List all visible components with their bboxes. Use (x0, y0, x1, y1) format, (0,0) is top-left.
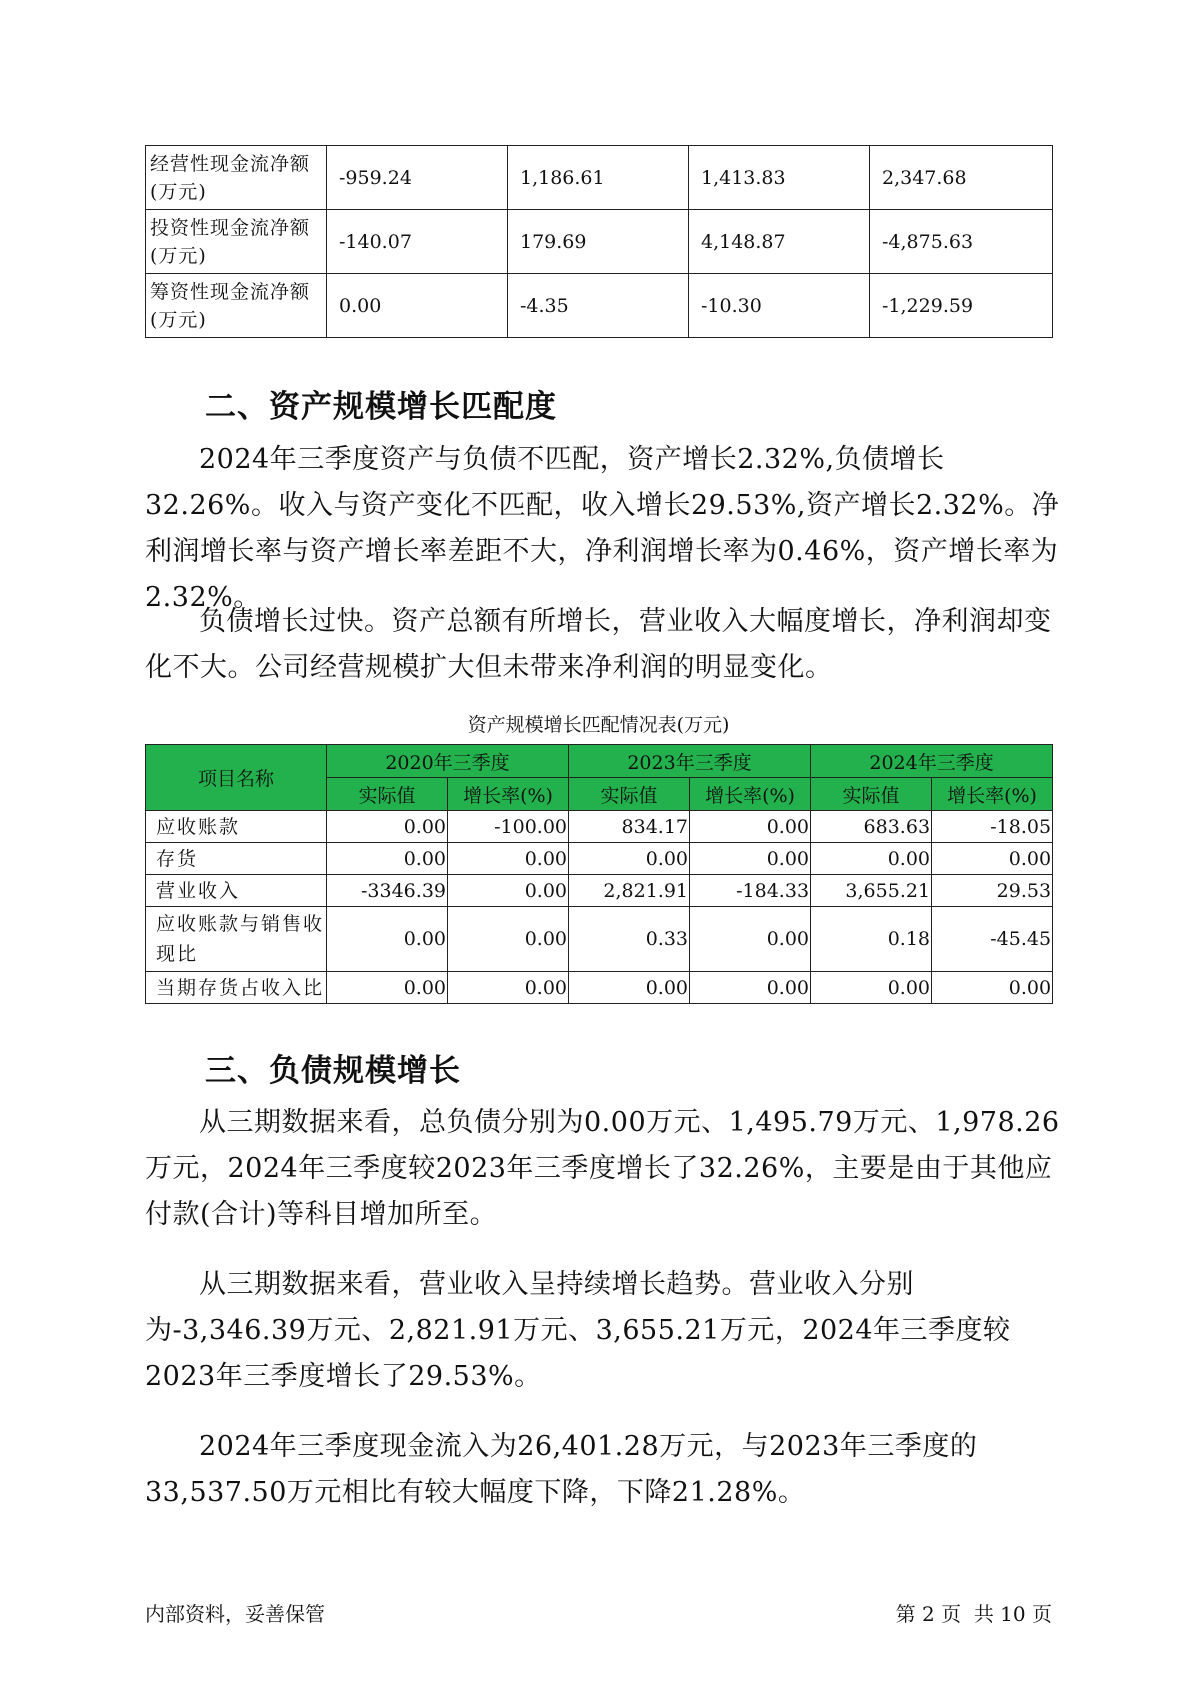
paragraph: 从三期数据来看，营业收入呈持续增长趋势。营业收入分别为-3,346.39万元、2,821.91万元、3,655.21万元，2024年三季度较2023年三季度增长了29.53%。 (145, 1269, 1011, 1392)
row-label: 经营性现金流净额(万元) (146, 146, 327, 210)
table-cell: -3346.39 (327, 875, 448, 907)
table-cell: 3,655.21 (811, 875, 932, 907)
table-cell: 0.00 (327, 274, 508, 338)
table-cell: 2,347.68 (870, 146, 1053, 210)
row-label: 当期存货占收入比 (146, 972, 327, 1004)
table-row (146, 843, 1053, 875)
table-row (146, 210, 1053, 274)
column-header: 实际值 (811, 778, 932, 811)
table-cell: -184.33 (690, 875, 811, 907)
table-cell: 0.00 (327, 907, 448, 972)
column-header: 增长率(%) (448, 778, 569, 811)
table-cell: -45.45 (932, 907, 1053, 972)
cashflow-table (145, 145, 1053, 338)
table-row (146, 972, 1053, 1004)
column-header: 增长率(%) (932, 778, 1053, 811)
column-header: 项目名称 (146, 745, 327, 811)
section-heading: 二、资产规模增长匹配度 (205, 389, 557, 425)
column-header: 2020年三季度 (327, 745, 569, 778)
table-cell: 0.00 (327, 972, 448, 1004)
footer-note: 内部资料，妥善保管 (145, 1602, 325, 1626)
table-cell: 0.33 (569, 907, 690, 972)
table-row (146, 146, 1053, 210)
table-cell: 0.00 (327, 843, 448, 875)
row-label: 应收账款与销售收现比 (146, 907, 327, 972)
table-cell: -18.05 (932, 811, 1053, 843)
paragraph: 2024年三季度资产与负债不匹配，资产增长2.32%,负债增长32.26%。收入与资产变化不匹配，收入增长29.53%,资产增长2.32%。净利润增长率与资产增长率差距不大，净利润增长率为0.46%，资产增长率为2.32%。 (145, 444, 1060, 613)
table-cell: 0.00 (811, 972, 932, 1004)
table-cell: 0.00 (448, 972, 569, 1004)
table-cell: 1,186.61 (508, 146, 689, 210)
table-row (146, 274, 1053, 338)
table-cell: 29.53 (932, 875, 1053, 907)
row-label: 营业收入 (146, 875, 327, 907)
table-cell: -4,875.63 (870, 210, 1053, 274)
table-cell: -4.35 (508, 274, 689, 338)
page-number: 第 2 页 共 10 页 (895, 1602, 1052, 1626)
table-cell: 0.00 (690, 811, 811, 843)
table-cell: 0.00 (690, 843, 811, 875)
table-cell: -140.07 (327, 210, 508, 274)
table-cell: 834.17 (569, 811, 690, 843)
column-header: 2024年三季度 (811, 745, 1053, 778)
paragraph: 2024年三季度现金流入为26,401.28万元，与2023年三季度的33,537.50万元相比有较大幅度下降，下降21.28%。 (145, 1431, 978, 1508)
table-row (146, 907, 1053, 972)
table-caption: 资产规模增长匹配情况表(万元) (467, 714, 730, 736)
table-cell: 4,148.87 (689, 210, 870, 274)
table-cell: 0.00 (690, 907, 811, 972)
table-cell: 0.00 (327, 811, 448, 843)
table-cell: -100.00 (448, 811, 569, 843)
paragraph: 从三期数据来看，总负债分别为0.00万元、1,495.79万元、1,978.26万元，2024年三季度较2023年三季度增长了32.26%，主要是由于其他应付款(合计)等科目增加所至。 (145, 1107, 1060, 1230)
column-header: 实际值 (327, 778, 448, 811)
asset-growth-table (145, 744, 1053, 1004)
table-cell: 1,413.83 (689, 146, 870, 210)
table-cell: 683.63 (811, 811, 932, 843)
table-cell: 179.69 (508, 210, 689, 274)
paragraph: 负债增长过快。资产总额有所增长，营业收入大幅度增长，净利润却变化不大。公司经营规模扩大但未带来净利润的明显变化。 (145, 606, 1052, 683)
table-row (146, 811, 1053, 843)
table-cell: 0.00 (448, 843, 569, 875)
table-cell: 0.00 (569, 843, 690, 875)
table-cell: 0.00 (448, 875, 569, 907)
table-cell: -10.30 (689, 274, 870, 338)
row-label: 投资性现金流净额(万元) (146, 210, 327, 274)
table-cell: 0.00 (811, 843, 932, 875)
column-header: 实际值 (569, 778, 690, 811)
table-cell: -1,229.59 (870, 274, 1053, 338)
table-cell: 0.00 (448, 907, 569, 972)
table-cell: -959.24 (327, 146, 508, 210)
table-cell: 0.00 (569, 972, 690, 1004)
table-cell: 0.18 (811, 907, 932, 972)
row-label: 存货 (146, 843, 327, 875)
table-cell: 2,821.91 (569, 875, 690, 907)
table-row (146, 875, 1053, 907)
table-cell: 0.00 (932, 843, 1053, 875)
row-label: 筹资性现金流净额(万元) (146, 274, 327, 338)
column-header: 2023年三季度 (569, 745, 811, 778)
row-label: 应收账款 (146, 811, 327, 843)
section-heading: 三、负债规模增长 (205, 1053, 461, 1089)
column-header: 增长率(%) (690, 778, 811, 811)
table-cell: 0.00 (932, 972, 1053, 1004)
table-header-row (146, 745, 1053, 778)
table-cell: 0.00 (690, 972, 811, 1004)
